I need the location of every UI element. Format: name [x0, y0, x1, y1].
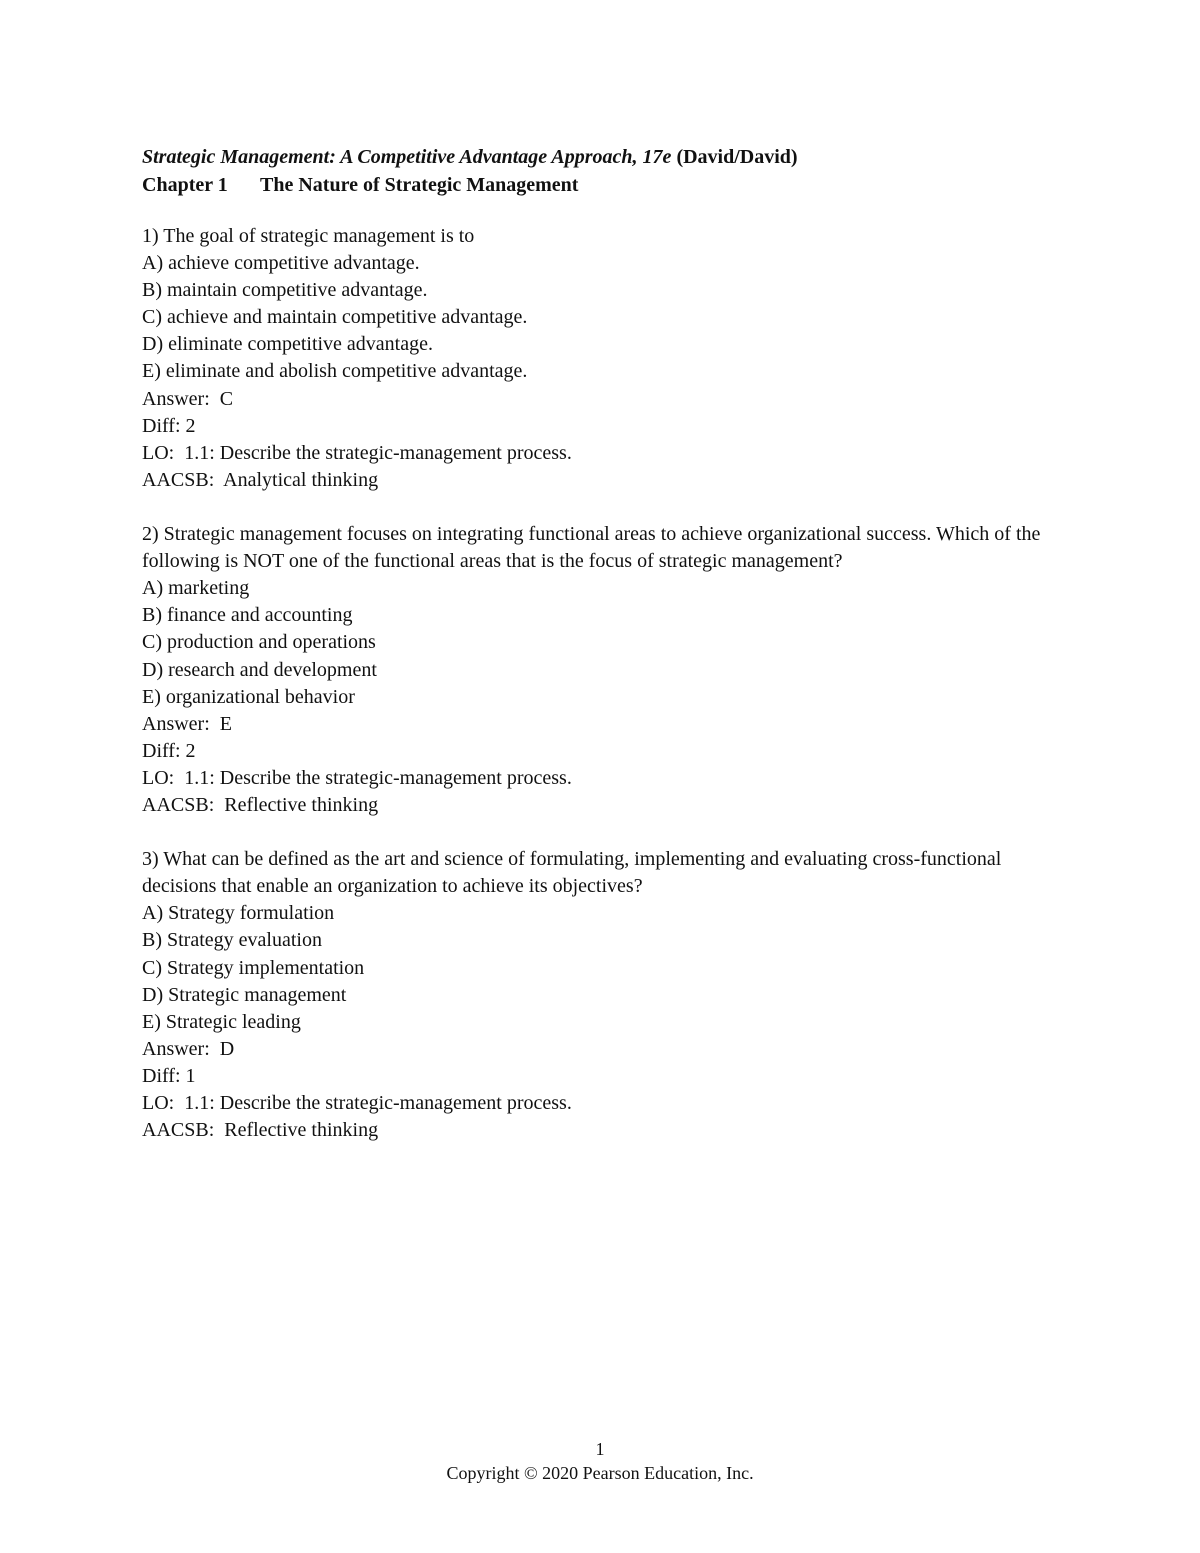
learning-objective: LO: 1.1: Describe the strategic-management process. [142, 1092, 572, 1114]
question-3 [142, 846, 1072, 1144]
answer-option-d: D) research and development [142, 658, 377, 681]
document-header [142, 143, 1102, 199]
aacsb-tag: AACSB: Reflective thinking [142, 1119, 379, 1142]
chapter-title: The Nature of Strategic Management [260, 174, 579, 196]
book-title: Strategic Management: A Competitive Advantage Approach, 17e [142, 146, 672, 168]
answer-option-b: B) finance and accounting [142, 604, 353, 627]
chapter-number: Chapter 1 [142, 174, 228, 196]
chapter-heading [142, 171, 1102, 199]
learning-objective: LO: 1.1: Describe the strategic-management process. [142, 441, 572, 464]
answer-option-a: A) marketing [142, 577, 250, 600]
page-number: 1 [595, 1439, 605, 1459]
answer-option-e: E) eliminate and abolish competitive advantage. [142, 360, 528, 383]
answer-key: Answer: E [142, 712, 232, 735]
aacsb-tag: AACSB: Reflective thinking [142, 793, 379, 816]
copyright-notice: Copyright © 2020 Pearson Education, Inc. [446, 1463, 754, 1483]
difficulty: Diff: 1 [142, 1064, 196, 1087]
question-stem: 2) Strategic management focuses on integrating functional areas to achieve organizational success. Which of the following is NOT one of the functional areas that is the focus of strategic management? [142, 523, 1041, 573]
difficulty: Diff: 2 [142, 739, 196, 762]
question-stem: 1) The goal of strategic management is to [142, 225, 475, 247]
question-1 [142, 223, 1072, 494]
answer-option-e: E) organizational behavior [142, 685, 355, 708]
question-list [142, 223, 1072, 1171]
book-authors: (David/David) [676, 146, 798, 168]
answer-option-e: E) Strategic leading [142, 1010, 301, 1033]
answer-option-c: C) achieve and maintain competitive advantage. [142, 306, 528, 329]
question-2 [142, 521, 1072, 819]
answer-option-b: B) Strategy evaluation [142, 929, 322, 952]
answer-key: Answer: C [142, 387, 234, 410]
answer-option-c: C) production and operations [142, 631, 376, 654]
book-title-line [142, 143, 1102, 171]
question-stem: 3) What can be defined as the art and science of formulating, implementing and evaluating cross-functional decisions that enable an organization to achieve its objectives? [142, 848, 1002, 898]
answer-option-a: A) Strategy formulation [142, 902, 335, 925]
difficulty: Diff: 2 [142, 414, 196, 437]
aacsb-tag: AACSB: Analytical thinking [142, 468, 379, 491]
answer-option-d: D) Strategic management [142, 983, 347, 1006]
answer-option-c: C) Strategy implementation [142, 956, 365, 979]
answer-key: Answer: D [142, 1037, 235, 1060]
answer-option-b: B) maintain competitive advantage. [142, 279, 428, 302]
answer-option-d: D) eliminate competitive advantage. [142, 333, 433, 356]
learning-objective: LO: 1.1: Describe the strategic-management process. [142, 766, 572, 789]
answer-option-a: A) achieve competitive advantage. [142, 252, 420, 275]
